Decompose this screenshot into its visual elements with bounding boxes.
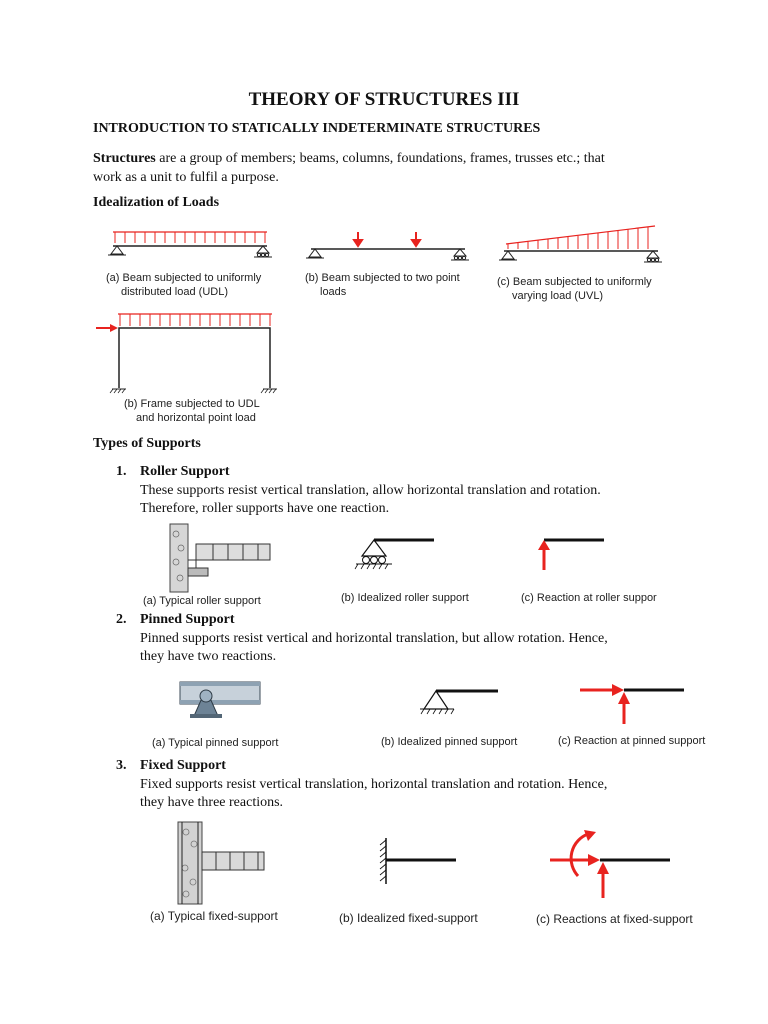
caption-pinned-reaction: (c) Reaction at pinned support	[558, 735, 706, 747]
support-1-number: 1.	[116, 464, 127, 479]
caption-frame	[124, 397, 260, 425]
caption-fixed-typical: (a) Typical fixed-support	[150, 909, 278, 923]
caption-uvl-line1: (c) Beam subjected to uniformly	[497, 276, 652, 288]
support-3-number: 3.	[116, 758, 127, 773]
caption-pinned-idealized: (b) Idealized pinned support	[381, 736, 518, 748]
caption-point-line2: loads	[320, 286, 347, 298]
support-3-title: Fixed Support	[140, 758, 226, 773]
intro-bold-term: Structures	[93, 151, 156, 166]
support-2-line2: they have two reactions.	[140, 649, 277, 664]
roller-typical-figure	[168, 524, 273, 592]
fixed-reaction-figure	[548, 828, 672, 900]
pinned-reaction-figure	[578, 682, 686, 726]
support-2-line1: Pinned supports resist vertical and horizontal translation, but allow rotation. Hence,	[140, 631, 608, 646]
pinned-idealized-figure	[418, 683, 500, 723]
caption-udl	[106, 271, 261, 299]
caption-uvl	[497, 275, 652, 303]
support-2-number: 2.	[116, 612, 127, 627]
support-2-title: Pinned Support	[140, 612, 235, 627]
caption-fixed-idealized: (b) Idealized fixed-support	[339, 911, 478, 925]
pinned-typical-figure	[180, 676, 262, 718]
roller-reaction-figure	[536, 532, 608, 574]
section-subtitle: INTRODUCTION TO STATICALLY INDETERMINATE STRUCTURES	[93, 121, 541, 136]
caption-point-line1: (b) Beam subjected to two point	[305, 272, 460, 284]
caption-point-loads	[305, 271, 460, 299]
caption-frame-line1: (b) Frame subjected to UDL	[124, 398, 260, 410]
intro-line-2: work as a unit to fulfil a purpose.	[93, 170, 279, 185]
udl-beam-figure	[105, 226, 275, 271]
caption-roller-typical: (a) Typical roller support	[143, 595, 261, 607]
caption-udl-line1: (a) Beam subjected to uniformly	[106, 272, 262, 284]
loads-heading: Idealization of Loads	[93, 195, 220, 210]
caption-frame-line2: and horizontal point load	[136, 412, 256, 424]
caption-pinned-typical: (a) Typical pinned support	[152, 737, 279, 749]
support-1-title: Roller Support	[140, 464, 230, 479]
roller-idealized-figure	[350, 532, 440, 576]
fixed-typical-figure	[176, 822, 266, 904]
intro-line-1: are a group of members; beams, columns, foundations, frames, trusses etc.; that	[155, 151, 605, 166]
supports-heading: Types of Supports	[93, 436, 201, 451]
fixed-idealized-figure	[376, 836, 458, 886]
caption-uvl-line2: varying load (UVL)	[512, 290, 604, 302]
caption-roller-reaction: (c) Reaction at roller suppor	[521, 592, 657, 604]
caption-udl-line2: distributed load (UDL)	[121, 286, 228, 298]
support-1-line2: Therefore, roller supports have one reaction.	[140, 501, 390, 516]
point-load-beam-figure	[305, 230, 470, 270]
support-1-description	[140, 482, 670, 518]
uvl-beam-figure	[498, 222, 663, 270]
support-2-description	[140, 630, 670, 666]
support-1-line1: These supports resist vertical translation, allow horizontal translation and rotation.	[140, 483, 601, 498]
frame-figure	[94, 310, 284, 400]
page-title: THEORY OF STRUCTURES III	[248, 89, 520, 110]
intro-paragraph	[93, 149, 683, 187]
support-3-description	[140, 776, 670, 812]
support-3-line1: Fixed supports resist vertical translation, horizontal translation and rotation. Hence,	[140, 777, 608, 792]
caption-roller-idealized: (b) Idealized roller support	[341, 592, 469, 604]
support-3-line2: they have three reactions.	[140, 795, 284, 810]
caption-fixed-reaction: (c) Reactions at fixed-support	[536, 912, 693, 926]
